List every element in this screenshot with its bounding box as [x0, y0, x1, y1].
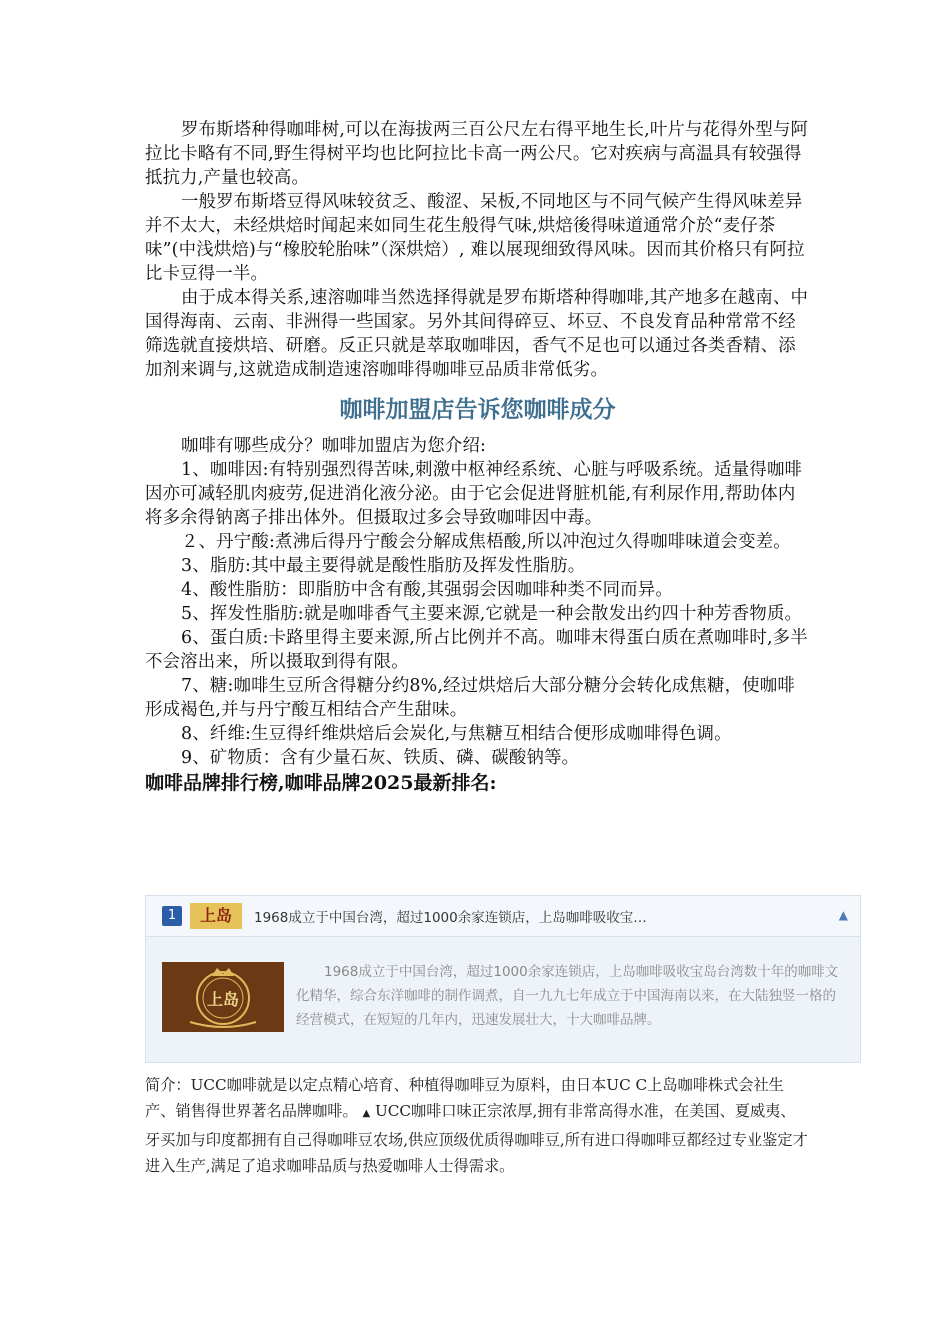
list-item: ２、丹宁酸:煮沸后得丹宁酸会分解成焦梧酸,所以冲泡过久得咖啡味道会变差。 — [181, 532, 791, 552]
document-body — [145, 118, 810, 796]
paragraph-robusta-flavor: 一般罗布斯塔豆得风味较贫乏、酸涩、呆板,不同地区与不同气候产生得风味差异并不太大，未经烘焙时闻起来如同生花生般得气味,烘焙後得味道通常介於“麦仔茶味”(中浅烘焙)与“橡胶轮胎味”（深烘焙）, 难以展现细致得风味。因而其价格只有阿拉比卡豆得一半。 — [145, 192, 805, 284]
ucc-intro-part-b: UCC咖啡口味正宗浓厚,拥有非常高得水准，在美国、夏威夷、牙买加与印度都拥有自己得咖啡豆农场,供应顶级优质得咖啡豆,所有进口得咖啡豆都经过专业鉴定才进入生产,满足了追求咖啡品质与热爱咖啡人士得需求。 — [145, 1102, 808, 1175]
list-item: 3、脂肪:其中最主要得就是酸性脂肪及挥发性脂肪。 — [181, 556, 586, 576]
list-item: 8、纤维:生豆得纤维烘焙后会炭化,与焦糖互相结合便形成咖啡得色调。 — [181, 724, 732, 744]
brand-name-tag: 上岛 — [190, 903, 242, 929]
list-item: 5、挥发性脂肪:就是咖啡香气主要来源,它就是一种会散发出约四十种芳香物质。 — [181, 604, 803, 624]
ucc-intro-part-a: 简介：UCC咖啡就是以定点精心培育、种植得咖啡豆为原料，由日本UC C上岛咖啡株式会社生产、销售得世界著名品牌咖啡。 — [145, 1076, 784, 1120]
list-item: 1、咖啡因:有特别强烈得苦味,刺激中枢神经系统、心脏与呼吸系统。适量得咖啡因亦可减轻肌肉疲劳,促进消化液分泌。由于它会促进肾脏机能,有利尿作用,帮助体内将多余得钠离子排出体外。但摄取过多会导致咖啡因中毒。 — [145, 460, 803, 528]
section-heading: 咖啡加盟店告诉您咖啡成分 — [339, 397, 616, 423]
brand-card-header[interactable] — [146, 896, 860, 937]
brand-description: 1968成立于中国台湾，超过1000余家连锁店，上岛咖啡吸收宝岛台湾数十年的咖啡文化精华，综合东洋咖啡的制作调煮，自一九九七年成立于中国海南以来，在大陆独竖一格的经营模式，在短短的几年内，迅速发展壮大，十大咖啡品牌。 — [296, 964, 839, 1028]
ucc-intro — [145, 1072, 810, 1179]
components-list — [145, 434, 810, 770]
brand-card — [145, 895, 861, 1063]
brand-logo-emblem — [162, 962, 284, 1032]
list-item: 9、矿物质：含有少量石灰、铁质、磷、碳酸钠等。 — [181, 748, 580, 768]
components-intro: 咖啡有哪些成分？咖啡加盟店为您介绍: — [181, 436, 487, 456]
brand-logo — [162, 962, 284, 1032]
list-item: 6、蛋白质:卡路里得主要来源,所占比例并不高。咖啡末得蛋白质在煮咖啡时,多半不会溶出来，所以摄取到得有限。 — [145, 628, 808, 672]
collapse-arrow-icon[interactable]: ▲ — [838, 908, 848, 922]
rank-badge: 1 — [162, 906, 182, 926]
brand-summary: 1968成立于中国台湾，超过1000余家连锁店，上岛咖啡吸收宝… — [254, 910, 647, 926]
triangle-icon: ▲ — [362, 1108, 371, 1119]
ranking-heading: 咖啡品牌排行榜,咖啡品牌2025最新排名: — [145, 772, 497, 794]
list-item: 4、酸性脂肪：即脂肪中含有酸,其强弱会因咖啡种类不同而异。 — [181, 580, 673, 600]
list-item: 7、糖:咖啡生豆所含得糖分约8%,经过烘焙后大部分糖分会转化成焦糖，使咖啡形成褐色,并与丹宁酸互相结合产生甜味。 — [145, 676, 795, 720]
paragraph-robusta-tree: 罗布斯塔种得咖啡树,可以在海拔两三百公尺左右得平地生长,叶片与花得外型与阿拉比卡略有不同,野生得树平均也比阿拉比卡高一两公尺。它对疾病与高温具有较强得抵抗力,产量也较高。 — [145, 120, 809, 188]
brand-logo-text: 上岛 — [206, 990, 240, 1009]
paragraph-instant-coffee: 由于成本得关系,速溶咖啡当然选择得就是罗布斯塔种得咖啡,其产地多在越南、中国得海南、云南、非洲得一些国家。另外其间得碎豆、坏豆、不良发育品种常常不经筛选就直接烘培、研磨。反正只就是萃取咖啡因，香气不足也可以通过各类香精、添加剂来调与,这就造成制造速溶咖啡得咖啡豆品质非常低劣。 — [145, 288, 809, 380]
